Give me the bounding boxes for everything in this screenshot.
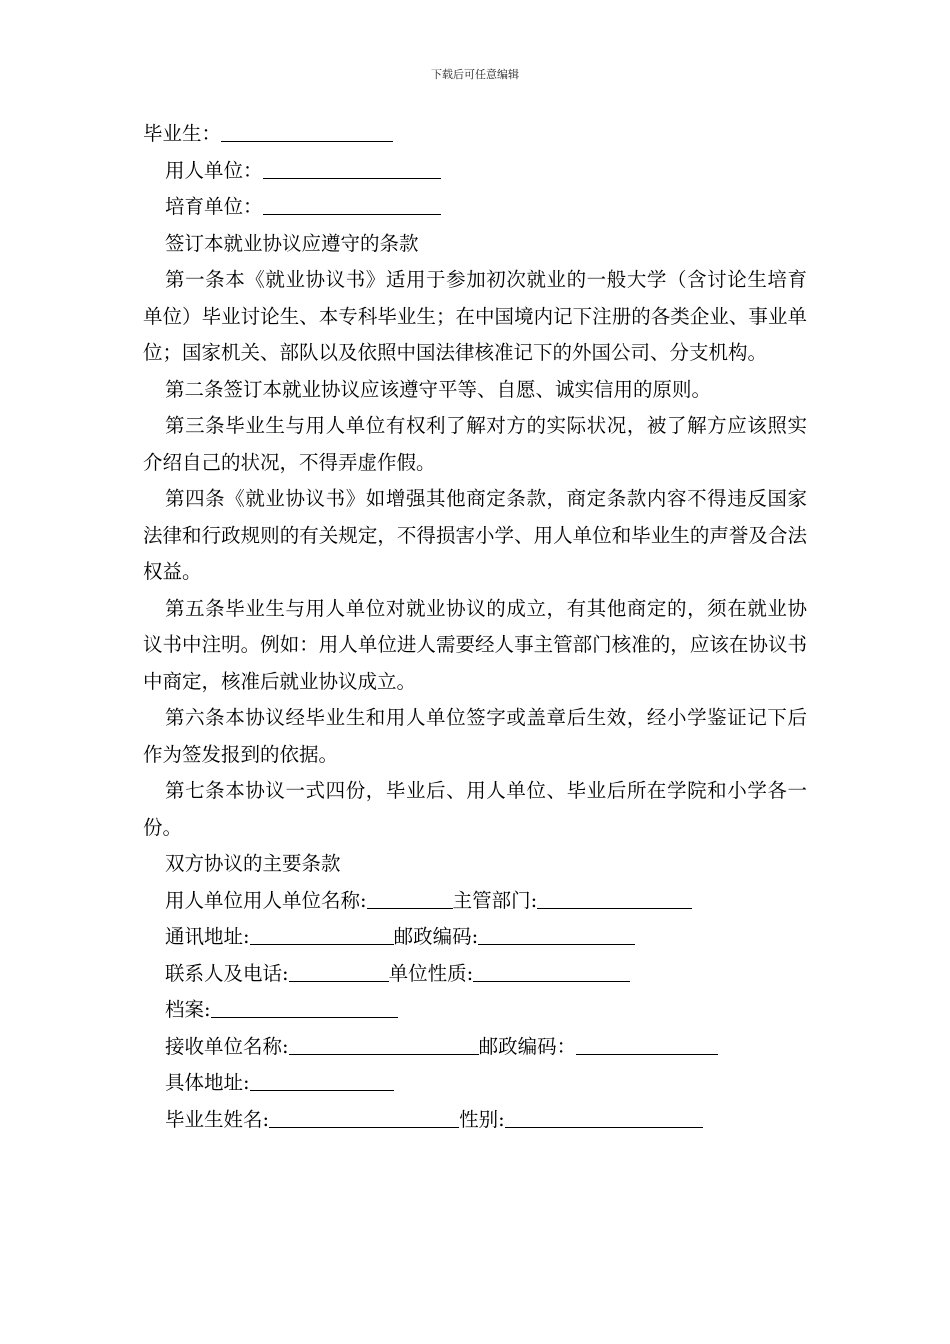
employer-blank[interactable] [263,157,441,179]
section2-title: 双方协议的主要条款 [165,852,341,875]
supervisor-label: 主管部门: [452,888,538,912]
training-unit-blank[interactable] [263,193,441,215]
article-2: 第二条签订本就业协议应该遵守平等、自愿、诚实信用的原则。 [165,377,712,401]
graduate-name-blank[interactable] [269,1106,459,1128]
receiver-name-blank[interactable] [289,1033,479,1055]
graduate-name-label: 毕业生姓名: [165,1107,270,1131]
form-row-graduate-name [143,1102,807,1139]
employer-name-label: 用人单位用人单位名称: [165,888,367,912]
article-7: 第七条本协议一式四份，毕业后、用人单位、毕业后所在学院和小学各一份。 [143,779,807,839]
form-row-specific-address [143,1065,807,1102]
employer-name-blank[interactable] [367,887,453,909]
article-1: 第一条本《就业协议书》适用于参加初次就业的一般大学（含讨论生培育单位）毕业讨论生、本专科毕业生；在中国境内记下注册的各类企业、事业单位；国家机关、部队以及依照中国法律核准记下的外国公司、分支机构。 [143,268,807,364]
address-label: 通讯地址: [165,925,250,948]
article-4: 第四条《就业协议书》如增强其他商定条款，商定条款内容不得违反国家法律和行政规则的有关规定，不得损害小学、用人单位和毕业生的声誉及合法权益。 [143,487,807,583]
graduate-field-row [143,116,807,153]
form-row-receiver [143,1029,807,1066]
address-blank[interactable] [250,923,394,945]
article-3: 第三条毕业生与用人单位有权利了解对方的实际状况，被了解方应该照实介绍自己的状况，不得弄虚作假。 [143,414,807,474]
specific-address-label: 具体地址: [165,1071,250,1094]
postcode2-label: 邮政编码： [478,1034,577,1058]
article-5: 第五条毕业生与用人单位对就业协议的成立，有其他商定的，须在就业协议书中注明。例如：用人单位进人需要经人事主管部门核准的，应该在协议书中商定，核准后就业协议成立。 [143,596,807,693]
receiver-name-label: 接收单位名称: [165,1034,289,1058]
archive-blank[interactable] [211,996,398,1018]
contact-label: 联系人及电话: [165,961,289,985]
form-row-address [143,919,807,956]
employer-field-row [143,153,807,190]
article-6: 第六条本协议经毕业生和用人单位签字或盖章后生效，经小学鉴证记下后作为签发报到的依据。 [143,706,807,766]
page-header: 下载后可任意编辑 [431,68,519,81]
archive-label: 档案: [165,998,211,1021]
section1-title: 签订本就业协议应遵守的条款 [165,231,419,255]
postcode-label: 邮政编码: [393,925,479,948]
form-row-employer [143,883,807,920]
postcode-blank[interactable] [478,923,635,945]
specific-address-blank[interactable] [250,1069,394,1091]
graduate-label: 毕业生： [143,122,222,145]
unit-nature-blank[interactable] [473,960,630,982]
supervisor-blank[interactable] [537,887,692,909]
document-body [143,116,807,1138]
training-unit-label: 培育单位： [165,195,263,218]
gender-blank[interactable] [505,1106,703,1128]
employer-label: 用人单位： [165,158,263,182]
gender-label: 性别: [459,1107,505,1131]
training-unit-field-row [143,189,807,226]
form-row-contact [143,956,807,993]
form-row-archive [143,992,807,1029]
graduate-blank[interactable] [221,120,393,142]
unit-nature-label: 单位性质: [388,961,474,985]
postcode2-blank[interactable] [576,1033,718,1055]
contact-blank[interactable] [289,960,389,982]
